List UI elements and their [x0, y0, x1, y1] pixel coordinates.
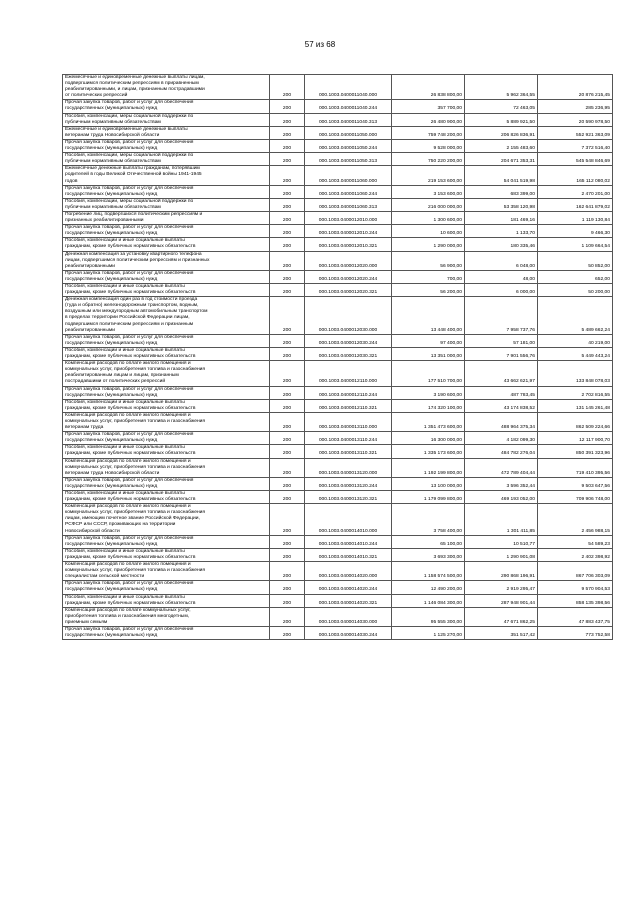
row-executed-amount: 6 048,00 [465, 251, 538, 270]
row-unexecuted-amount: 5 489 662,24 [538, 297, 613, 335]
row-unexecuted-amount: 7 372 516,40 [538, 139, 613, 152]
row-executed-amount: 5 889 921,50 [465, 113, 538, 126]
row-executed-amount: 53 358 120,98 [465, 198, 538, 211]
table-row [63, 458, 613, 477]
row-executed-amount: 1 301 411,85 [465, 504, 538, 535]
row-classification-code: 000.1003.0400013110.000 [305, 412, 392, 431]
table-row [63, 139, 613, 152]
table-row [63, 185, 613, 198]
row-code: 200 [270, 386, 305, 399]
table-row [63, 225, 613, 238]
row-executed-amount: 472 789 404,44 [465, 458, 538, 477]
row-executed-amount: 469 193 052,00 [465, 491, 538, 504]
row-approved-amount: 759 748 200,00 [392, 126, 465, 139]
row-approved-amount: 3 693 300,00 [392, 548, 465, 561]
row-unexecuted-amount: 850 391 323,96 [538, 445, 613, 458]
row-approved-amount: 9 528 000,00 [392, 139, 465, 152]
row-approved-amount: 65 100,00 [392, 535, 465, 548]
row-code: 200 [270, 504, 305, 535]
row-unexecuted-amount: 1 119 130,84 [538, 211, 613, 224]
row-classification-code: 000.1003.0400012020.321 [305, 284, 392, 297]
row-code: 200 [270, 361, 305, 386]
row-code: 200 [270, 270, 305, 283]
row-approved-amount: 1 335 173 600,00 [392, 445, 465, 458]
table-row [63, 535, 613, 548]
row-unexecuted-amount: 1 109 664,54 [538, 238, 613, 251]
row-executed-amount: 180 335,46 [465, 238, 538, 251]
row-code: 200 [270, 581, 305, 594]
row-executed-amount: 72 463,05 [465, 100, 538, 113]
table-row [63, 626, 613, 639]
row-classification-code: 000.1003.0400014020.000 [305, 562, 392, 581]
row-classification-code: 000.1003.0400013110.244 [305, 432, 392, 445]
row-unexecuted-amount: 165 112 080,02 [538, 166, 613, 185]
row-code: 200 [270, 284, 305, 297]
row-executed-amount: 488 964 375,34 [465, 412, 538, 431]
row-unexecuted-amount: 50 852,00 [538, 251, 613, 270]
row-classification-code: 000.1003.0400011060.313 [305, 198, 392, 211]
row-approved-amount: 700,00 [392, 270, 465, 283]
row-executed-amount: 43 662 621,97 [465, 361, 538, 386]
row-executed-amount: 3 596 352,44 [465, 477, 538, 490]
row-code: 200 [270, 100, 305, 113]
row-approved-amount: 16 300 000,00 [392, 432, 465, 445]
row-executed-amount: 1 133,70 [465, 225, 538, 238]
row-unexecuted-amount: 133 848 078,03 [538, 361, 613, 386]
table-row [63, 594, 613, 607]
table-row [63, 251, 613, 270]
row-approved-amount: 357 700,00 [392, 100, 465, 113]
row-code: 200 [270, 477, 305, 490]
page-number: 57 из 68 [304, 40, 336, 49]
row-classification-code: 000.1003.0400011050.000 [305, 126, 392, 139]
row-approved-amount: 3 153 600,00 [392, 185, 465, 198]
row-unexecuted-amount: 2 402 398,92 [538, 548, 613, 561]
row-name: Прочая закупка товаров, работ и услуг для обеспечения государственных (муниципальных) нужд [63, 535, 270, 548]
row-unexecuted-amount: 47 883 437,75 [538, 607, 613, 626]
row-approved-amount: 216 000 000,00 [392, 198, 465, 211]
row-executed-amount: 5 962 364,55 [465, 75, 538, 100]
row-executed-amount: 287 948 901,44 [465, 594, 538, 607]
row-code: 200 [270, 211, 305, 224]
row-name: Ежемесячные денежные выплаты гражданам, потерявшим родителей в годы Великой Отечественной войны 1941-1945 годов [63, 166, 270, 185]
row-unexecuted-amount: 773 752,58 [538, 626, 613, 639]
row-code: 200 [270, 153, 305, 166]
row-executed-amount: 57 181,00 [465, 334, 538, 347]
row-executed-amount: 47 671 862,25 [465, 607, 538, 626]
row-classification-code: 000.1003.0400012020.000 [305, 251, 392, 270]
row-classification-code: 000.1003.0400011040.313 [305, 113, 392, 126]
row-unexecuted-amount: 12 117 900,70 [538, 432, 613, 445]
row-code: 200 [270, 412, 305, 431]
table-row [63, 297, 613, 335]
row-code: 200 [270, 166, 305, 185]
row-classification-code: 000.1003.0400012030.321 [305, 347, 392, 360]
row-code: 200 [270, 75, 305, 100]
row-unexecuted-amount: 652,00 [538, 270, 613, 283]
row-name: Прочая закупка товаров, работ и услуг для обеспечения государственных (муниципальных) нужд [63, 100, 270, 113]
row-code: 200 [270, 445, 305, 458]
row-approved-amount: 1 125 270,00 [392, 626, 465, 639]
table-row [63, 412, 613, 431]
row-approved-amount: 13 100 000,00 [392, 477, 465, 490]
row-unexecuted-amount: 2 470 201,00 [538, 185, 613, 198]
row-classification-code: 000.1003.0400012010.244 [305, 225, 392, 238]
row-approved-amount: 1 179 099 800,00 [392, 491, 465, 504]
row-name: Компенсация расходов по оплате жилого помещения и коммунальных услуг, приобретения топлива и газоснабжения специалистам сельской местности [63, 562, 270, 581]
row-classification-code: 000.1003.0400014010.244 [305, 535, 392, 548]
row-name: Прочая закупка товаров, работ и услуг для обеспечения государственных (муниципальных) нужд [63, 225, 270, 238]
row-name: Компенсация расходов по оплате жилого помещения и коммунальных услуг, приобретения топлива и газоснабжения лицам, имеющим почетное звание Российской Федерации, РСФСР или СССР, проживающих на территории Новосибирской области [63, 504, 270, 535]
table-row [63, 445, 613, 458]
row-executed-amount: 487 783,45 [465, 386, 538, 399]
row-classification-code: 000.1003.0400014020.244 [305, 581, 392, 594]
row-executed-amount: 54 041 519,98 [465, 166, 538, 185]
row-code: 200 [270, 399, 305, 412]
row-classification-code: 000.1003.0400013110.321 [305, 445, 392, 458]
row-approved-amount: 97 400,00 [392, 334, 465, 347]
row-code: 200 [270, 432, 305, 445]
row-name: Пособия, компенсации и иные социальные выплаты гражданам, кроме публичных нормативных обязательств [63, 399, 270, 412]
row-executed-amount: 43 174 838,52 [465, 399, 538, 412]
row-unexecuted-amount: 20 590 978,50 [538, 113, 613, 126]
row-code: 200 [270, 185, 305, 198]
budget-table [62, 74, 613, 640]
row-executed-amount: 204 671 353,31 [465, 153, 538, 166]
table-row [63, 270, 613, 283]
row-classification-code: 000.1003.0400012110.321 [305, 399, 392, 412]
row-code: 200 [270, 491, 305, 504]
row-classification-code: 000.1003.0400012030.244 [305, 334, 392, 347]
row-executed-amount: 683 399,00 [465, 185, 538, 198]
row-code: 200 [270, 297, 305, 335]
row-name: Пособия, компенсации и иные социальные выплаты гражданам, кроме публичных нормативных обязательств [63, 548, 270, 561]
table-row [63, 100, 613, 113]
row-classification-code: 000.1003.0400013120.244 [305, 477, 392, 490]
table-row [63, 198, 613, 211]
table-row [63, 113, 613, 126]
table-row [63, 334, 613, 347]
row-name: Прочая закупка товаров, работ и услуг для обеспечения государственных (муниципальных) нужд [63, 334, 270, 347]
row-executed-amount: 181 469,16 [465, 211, 538, 224]
row-classification-code: 000.1003.0400014010.321 [305, 548, 392, 561]
table-row [63, 581, 613, 594]
row-unexecuted-amount: 131 145 261,48 [538, 399, 613, 412]
row-code: 200 [270, 347, 305, 360]
row-approved-amount: 174 320 100,00 [392, 399, 465, 412]
table-row [63, 126, 613, 139]
table-row [63, 399, 613, 412]
row-unexecuted-amount: 862 509 224,66 [538, 412, 613, 431]
row-classification-code: 000.1003.0400012010.321 [305, 238, 392, 251]
row-executed-amount: 484 782 276,04 [465, 445, 538, 458]
row-classification-code: 000.1003.0400014030.244 [305, 626, 392, 639]
row-classification-code: 000.1003.0400011060.244 [305, 185, 392, 198]
table-row [63, 361, 613, 386]
row-name: Пособия, компенсации и иные социальные выплаты гражданам, кроме публичных нормативных обязательств [63, 347, 270, 360]
row-unexecuted-amount: 40 219,00 [538, 334, 613, 347]
row-unexecuted-amount: 9 570 904,53 [538, 581, 613, 594]
row-executed-amount: 2 919 295,47 [465, 581, 538, 594]
table-row [63, 166, 613, 185]
row-unexecuted-amount: 5 449 443,24 [538, 347, 613, 360]
row-classification-code: 000.1003.0400014030.000 [305, 607, 392, 626]
row-classification-code: 000.1003.0400011040.000 [305, 75, 392, 100]
row-executed-amount: 7 958 737,76 [465, 297, 538, 335]
row-approved-amount: 95 555 300,00 [392, 607, 465, 626]
table-row [63, 504, 613, 535]
row-unexecuted-amount: 719 410 395,56 [538, 458, 613, 477]
row-name: Пособия, компенсации и иные социальные выплаты гражданам, кроме публичных нормативных обязательств [63, 238, 270, 251]
row-unexecuted-amount: 709 906 748,00 [538, 491, 613, 504]
row-executed-amount: 10 510,77 [465, 535, 538, 548]
row-approved-amount: 1 158 574 500,00 [392, 562, 465, 581]
row-code: 200 [270, 548, 305, 561]
table-row [63, 211, 613, 224]
row-name: Прочая закупка товаров, работ и услуг для обеспечения государственных (муниципальных) нужд [63, 185, 270, 198]
row-unexecuted-amount: 9 503 647,56 [538, 477, 613, 490]
row-approved-amount: 3 758 400,00 [392, 504, 465, 535]
row-approved-amount: 56 900,00 [392, 251, 465, 270]
row-name: Погребение лиц, подвергшихся политическим репрессиям и признанных реабилитированными [63, 211, 270, 224]
row-name: Денежная компенсация один раз в год стоимости проезда (туда и обратно) железнодорожным транспортом, водным, воздушным или междугородным автомобильным транспортом в пределах территории Российской Федерации лицам, подвергшимся политическим репрессиям и признанным реабилитированными [63, 297, 270, 335]
row-name: Пособия, компенсации и иные социальные выплаты гражданам, кроме публичных нормативных обязательств [63, 284, 270, 297]
row-code: 200 [270, 251, 305, 270]
row-name: Компенсация расходов по оплате жилого помещения и коммунальных услуг, приобретения топлива и газоснабжения ветеранам труда Новосибирской области [63, 458, 270, 477]
row-code: 200 [270, 334, 305, 347]
row-approved-amount: 177 510 700,00 [392, 361, 465, 386]
row-unexecuted-amount: 20 876 215,45 [538, 75, 613, 100]
row-unexecuted-amount: 54 589,23 [538, 535, 613, 548]
row-code: 200 [270, 458, 305, 477]
row-code: 200 [270, 562, 305, 581]
row-unexecuted-amount: 285 236,95 [538, 100, 613, 113]
row-classification-code: 000.1003.0400012110.000 [305, 361, 392, 386]
row-name: Компенсация расходов по оплате коммунальных услуг, приобретения топлива и газоснабжения многодетным, приемным семьям [63, 607, 270, 626]
table-row [63, 386, 613, 399]
row-classification-code: 000.1003.0400012030.000 [305, 297, 392, 335]
row-executed-amount: 351 517,42 [465, 626, 538, 639]
row-classification-code: 000.1003.0400011060.000 [305, 166, 392, 185]
row-approved-amount: 1 146 084 300,00 [392, 594, 465, 607]
row-name: Пособия, компенсации и иные социальные выплаты гражданам, кроме публичных нормативных обязательств [63, 594, 270, 607]
row-classification-code: 000.1003.0400013120.000 [305, 458, 392, 477]
row-name: Прочая закупка товаров, работ и услуг для обеспечения государственных (муниципальных) нужд [63, 270, 270, 283]
row-name: Прочая закупка товаров, работ и услуг для обеспечения государственных (муниципальных) нужд [63, 581, 270, 594]
row-code: 200 [270, 139, 305, 152]
row-approved-amount: 10 600,00 [392, 225, 465, 238]
row-approved-amount: 1 351 473 600,00 [392, 412, 465, 431]
row-code: 200 [270, 198, 305, 211]
row-name: Пособия, компенсации, меры социальной поддержки по публичным нормативным обязательствам [63, 198, 270, 211]
table-row [63, 153, 613, 166]
row-code: 200 [270, 113, 305, 126]
row-approved-amount: 1 192 199 800,00 [392, 458, 465, 477]
row-classification-code: 000.1003.0400014010.000 [305, 504, 392, 535]
row-name: Прочая закупка товаров, работ и услуг для обеспечения государственных (муниципальных) нужд [63, 139, 270, 152]
row-classification-code: 000.1003.0400011050.313 [305, 153, 392, 166]
row-code: 200 [270, 126, 305, 139]
row-code: 200 [270, 535, 305, 548]
row-name: Прочая закупка товаров, работ и услуг для обеспечения государственных (муниципальных) нужд [63, 386, 270, 399]
table-row [63, 347, 613, 360]
row-name: Компенсация расходов по оплате жилого помещения и коммунальных услуг, приобретения топлива и газоснабжения реабилитированным лицам и лицам, признанным пострадавшими от политических репрессий [63, 361, 270, 386]
row-approved-amount: 13 351 000,00 [392, 347, 465, 360]
row-executed-amount: 7 901 556,76 [465, 347, 538, 360]
row-classification-code: 000.1003.0400011040.244 [305, 100, 392, 113]
row-code: 200 [270, 225, 305, 238]
row-approved-amount: 219 153 600,00 [392, 166, 465, 185]
row-unexecuted-amount: 545 548 846,69 [538, 153, 613, 166]
row-executed-amount: 290 868 196,91 [465, 562, 538, 581]
row-approved-amount: 26 838 800,00 [392, 75, 465, 100]
row-name: Пособия, компенсации, меры социальной поддержки по публичным нормативным обязательствам [63, 113, 270, 126]
row-unexecuted-amount: 9 466,30 [538, 225, 613, 238]
row-executed-amount: 2 155 483,60 [465, 139, 538, 152]
row-classification-code: 000.1003.0400012020.244 [305, 270, 392, 283]
row-classification-code: 000.1003.0400014020.321 [305, 594, 392, 607]
row-approved-amount: 13 448 400,00 [392, 297, 465, 335]
row-name: Прочая закупка товаров, работ и услуг для обеспечения государственных (муниципальных) нужд [63, 477, 270, 490]
table-row [63, 491, 613, 504]
row-code: 200 [270, 626, 305, 639]
row-classification-code: 000.1003.0400012110.244 [305, 386, 392, 399]
row-unexecuted-amount: 162 641 879,02 [538, 198, 613, 211]
row-executed-amount: 4 182 099,30 [465, 432, 538, 445]
row-code: 200 [270, 238, 305, 251]
row-name: Пособия, компенсации и иные социальные выплаты гражданам, кроме публичных нормативных обязательств [63, 491, 270, 504]
row-executed-amount: 1 290 901,08 [465, 548, 538, 561]
row-name: Прочая закупка товаров, работ и услуг для обеспечения государственных (муниципальных) нужд [63, 432, 270, 445]
row-approved-amount: 26 480 900,00 [392, 113, 465, 126]
row-classification-code: 000.1003.0400013120.321 [305, 491, 392, 504]
row-code: 200 [270, 607, 305, 626]
table-row [63, 238, 613, 251]
table-row [63, 432, 613, 445]
row-approved-amount: 3 190 600,00 [392, 386, 465, 399]
table-row [63, 477, 613, 490]
table-row [63, 75, 613, 100]
row-classification-code: 000.1003.0400012010.000 [305, 211, 392, 224]
row-approved-amount: 750 220 200,00 [392, 153, 465, 166]
row-unexecuted-amount: 858 135 398,56 [538, 594, 613, 607]
row-executed-amount: 6 000,00 [465, 284, 538, 297]
row-name: Пособия, компенсации и иные социальные выплаты гражданам, кроме публичных нормативных обязательств [63, 445, 270, 458]
table-row [63, 548, 613, 561]
row-unexecuted-amount: 867 706 303,09 [538, 562, 613, 581]
row-name: Компенсация расходов по оплате жилого помещения и коммунальных услуг, приобретения топлива и газоснабжения ветеранам труда [63, 412, 270, 431]
row-approved-amount: 12 490 200,00 [392, 581, 465, 594]
row-name: Ежемесячные и единовременные денежные выплаты ветеранам труда Новосибирской области [63, 126, 270, 139]
row-unexecuted-amount: 2 456 988,15 [538, 504, 613, 535]
table-row [63, 607, 613, 626]
row-approved-amount: 1 290 000,00 [392, 238, 465, 251]
row-name: Денежная компенсация за установку квартирного телефона лицам, подвергшимся политическим репрессиям и признанных реабилитированными [63, 251, 270, 270]
row-approved-amount: 1 300 600,00 [392, 211, 465, 224]
table-row [63, 562, 613, 581]
row-code: 200 [270, 594, 305, 607]
row-unexecuted-amount: 2 702 816,55 [538, 386, 613, 399]
row-unexecuted-amount: 552 921 363,09 [538, 126, 613, 139]
row-executed-amount: 206 826 836,91 [465, 126, 538, 139]
row-approved-amount: 56 200,00 [392, 284, 465, 297]
row-name: Ежемесячные и единовременные денежные выплаты лицам, подвергшимся политическим репрессиям в приравненным реабилитированными, и лицам, признанным пострадавшими от политических репрессий [63, 75, 270, 100]
row-unexecuted-amount: 50 200,00 [538, 284, 613, 297]
table-row [63, 284, 613, 297]
row-executed-amount: 48,00 [465, 270, 538, 283]
row-name: Пособия, компенсации, меры социальной поддержки по публичным нормативным обязательствам [63, 153, 270, 166]
row-name: Прочая закупка товаров, работ и услуг для обеспечения государственных (муниципальных) нужд [63, 626, 270, 639]
row-classification-code: 000.1003.0400011050.244 [305, 139, 392, 152]
